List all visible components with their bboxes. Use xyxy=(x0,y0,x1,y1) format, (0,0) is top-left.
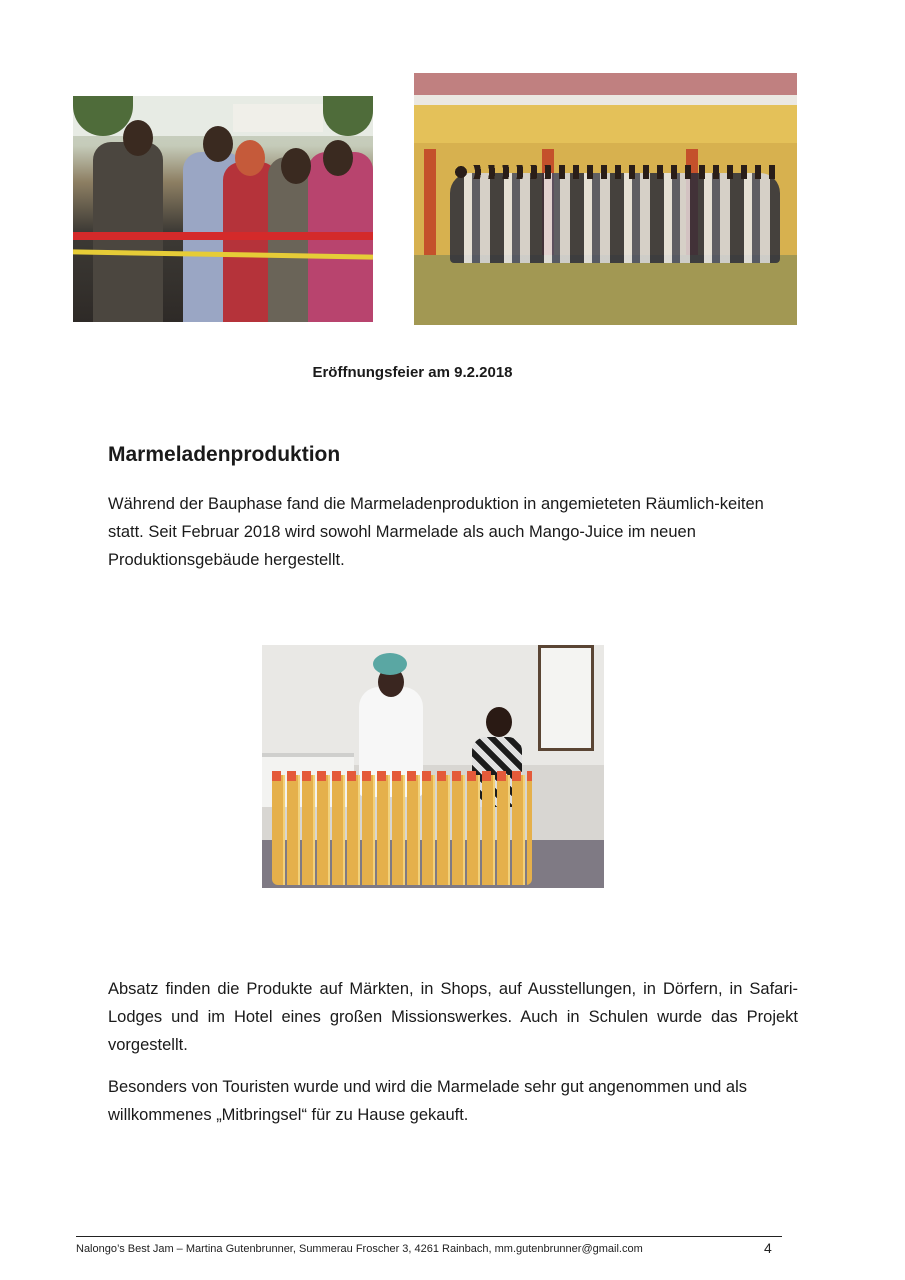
footer-divider xyxy=(76,1236,782,1237)
caption-text: Eröffnungsfeier am 9.2.2018 xyxy=(312,364,513,381)
ribbon-cutting-photo xyxy=(73,96,373,322)
section-heading: Marmeladenproduktion xyxy=(108,443,341,466)
photo-caption xyxy=(0,364,825,381)
paragraph-production-intro: Während der Bauphase fand die Marmeladenproduktion in angemieteten Räumlich-keiten statt. Seit Februar 2018 wird sowohl Marmelade als auch Mango-Juice im neuen Produktionsgebäude hergestellt. xyxy=(108,495,764,569)
group-photo-building xyxy=(414,73,797,325)
paragraph-sales-channels: Absatz finden die Produkte auf Märkten, in Shops, auf Ausstellungen, in Dörfern, in Safari-Lodges und im Hotel eines großen Missionswerkes. Auch in Schulen wurde das Projekt vorgestellt. xyxy=(108,980,798,1054)
jam-bottles-production-photo xyxy=(262,645,604,888)
page-number: 4 xyxy=(764,1240,772,1256)
footer-text: Nalongo’s Best Jam – Martina Gutenbrunner, Summerau Froscher 3, 4261 Rainbach, mm.gutenbrunner@gmail.com xyxy=(76,1243,643,1255)
paragraph-tourists: Besonders von Touristen wurde und wird die Marmelade sehr gut angenommen und als willkommenes „Mitbringsel“ für zu Hause gekauft. xyxy=(108,1078,747,1124)
